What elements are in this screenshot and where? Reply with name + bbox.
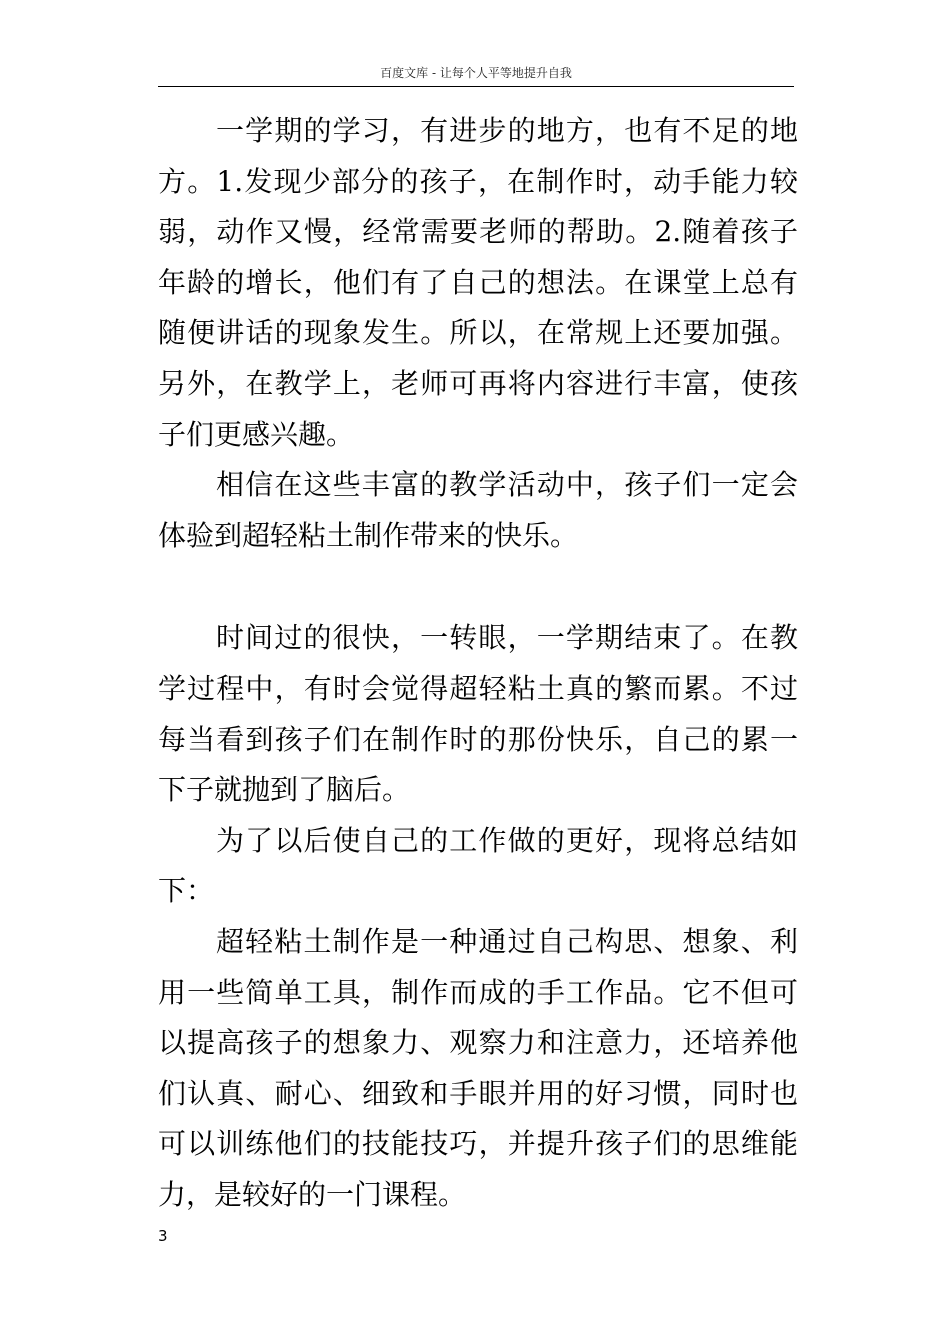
page-number: 3 — [158, 1227, 168, 1245]
paragraph-gap — [158, 561, 798, 613]
page-header: 百度文库 - 让每个人平等地提升自我 — [380, 66, 572, 80]
header-divider — [158, 86, 794, 87]
document-body — [158, 106, 798, 1220]
paragraph-4: 为了以后使自己的工作做的更好，现将总结如下： — [158, 823, 798, 908]
paragraph-1: 一学期的学习，有进步的地方，也有不足的地方。1.发现少部分的孩子，在制作时，动手能力较弱，动作又慢，经常需要老师的帮助。2.随着孩子年龄的增长，他们有了自己的想法。在课堂上总有随便讲话的现象发生。所以，在常规上还要加强。另外，在教学上，老师可再将内容进行丰富，使孩子们更感兴趣。 — [158, 114, 798, 451]
paragraph-2: 相信在这些丰富的教学活动中，孩子们一定会体验到超轻粘土制作带来的快乐。 — [158, 468, 798, 552]
paragraph-5: 超轻粘土制作是一种通过自己构思、想象、利用一些简单工具，制作而成的手工作品。它不但可以提高孩子的想象力、观察力和注意力，还培养他们认真、耐心、细致和手眼并用的好习惯，同时也可以训练他们的技能技巧，并提升孩子们的思维能力，是较好的一门课程。 — [158, 924, 798, 1211]
paragraph-3: 时间过的很快，一转眼，一学期结束了。在教学过程中，有时会觉得超轻粘土真的繁而累。不过每当看到孩子们在制作时的那份快乐，自己的累一下子就抛到了脑后。 — [158, 621, 798, 807]
